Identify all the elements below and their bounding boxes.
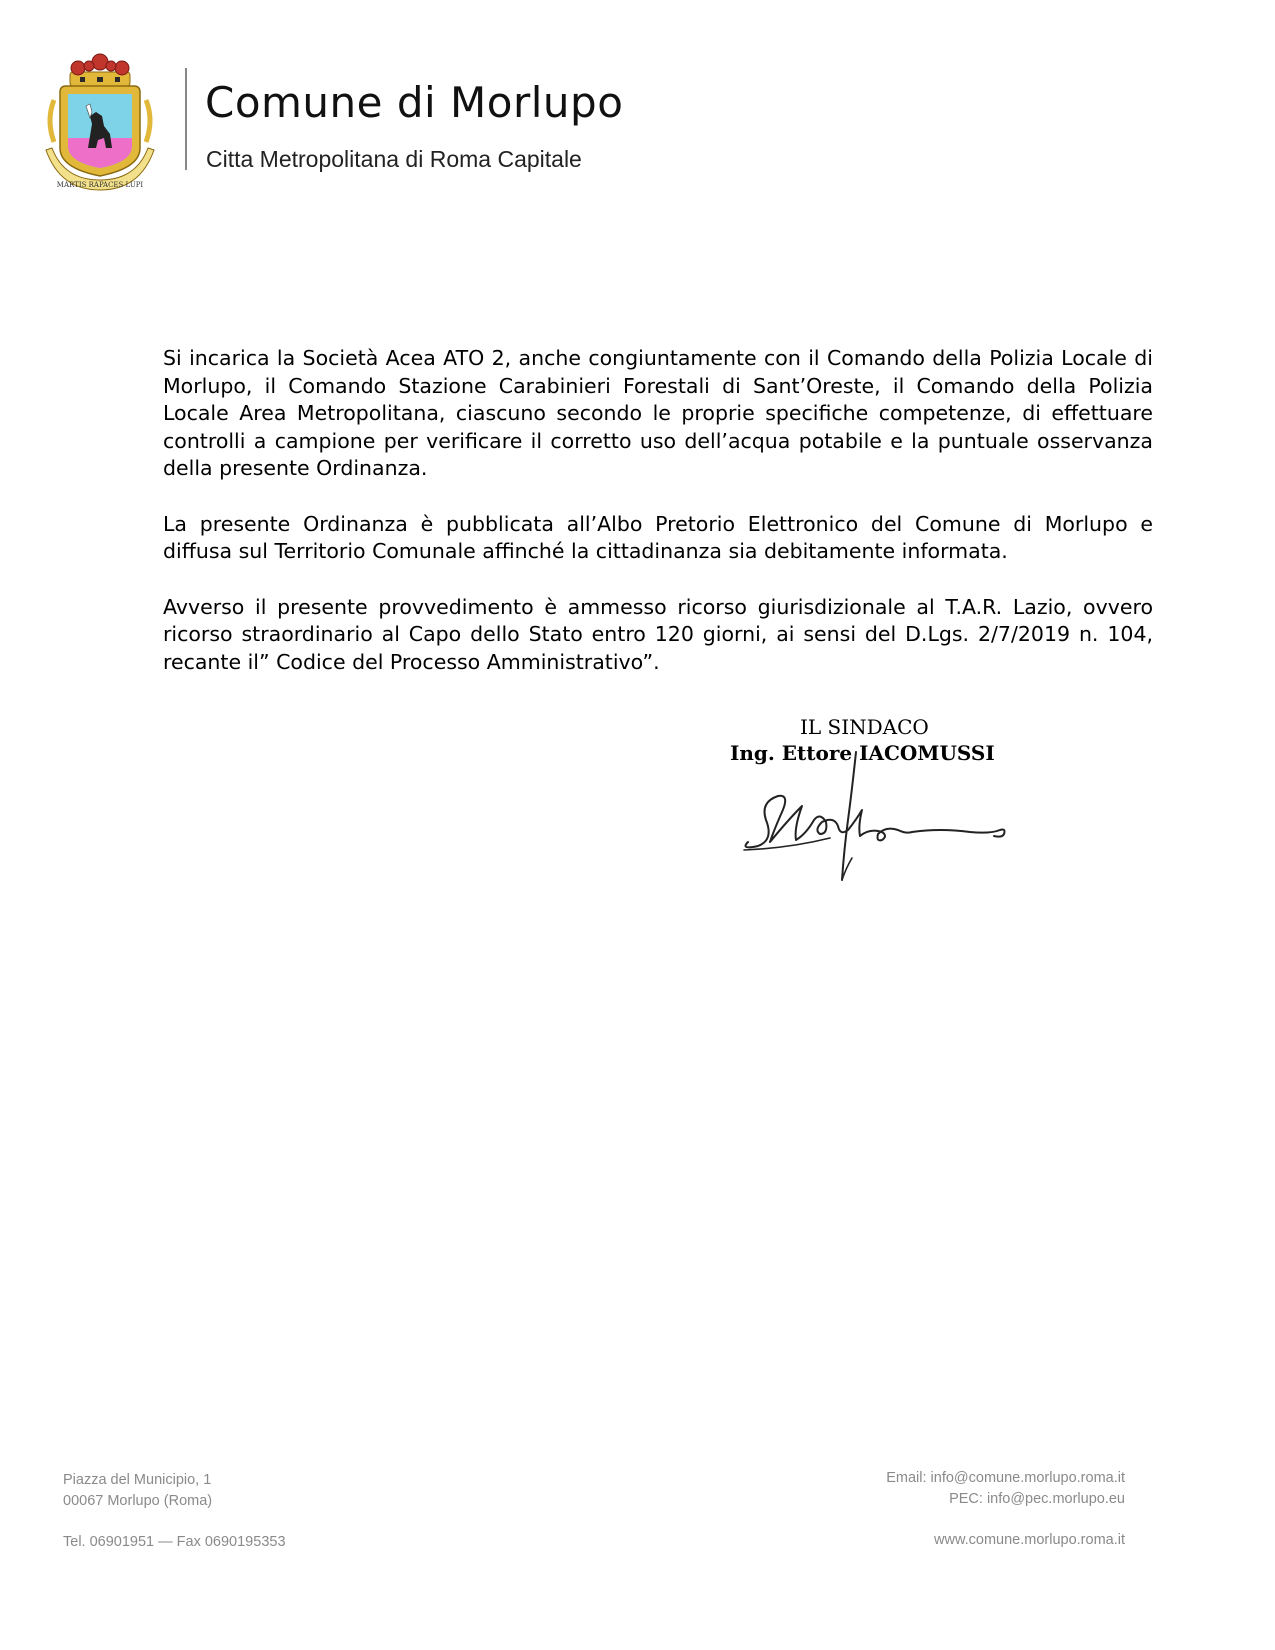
footer-address-line1: Piazza del Municipio, 1 bbox=[63, 1472, 212, 1488]
signatory-title: IL SINDACO bbox=[800, 715, 929, 739]
crest-motto: MARTIS RAPACES LUPI bbox=[56, 181, 144, 189]
footer-email: Email: info@comune.morlupo.roma.it bbox=[886, 1470, 1125, 1486]
document-body bbox=[163, 345, 1153, 704]
handwritten-signature-icon bbox=[730, 750, 1020, 885]
body-paragraph: La presente Ordinanza è pubblicata all’Albo Pretorio Elettronico del Comune di Morlupo e diffusa sul Territorio Comunale affinché la cittadinanza sia debitamente informata. bbox=[163, 511, 1153, 563]
organization-subtitle: Citta Metropolitana di Roma Capitale bbox=[206, 146, 582, 172]
footer-website: www.comune.morlupo.roma.it bbox=[934, 1532, 1125, 1548]
footer-pec: PEC: info@pec.morlupo.eu bbox=[949, 1491, 1125, 1507]
coat-of-arms-icon bbox=[40, 50, 160, 195]
body-paragraph: Si incarica la Società Acea ATO 2, anche congiuntamente con il Comando della Polizia Locale di Morlupo, il Comando Stazione Carabinieri Forestali di Sant’Oreste, il Comando della Polizia Locale Area Metropolitana, ciascuno secondo le proprie specifiche competenze, di effettuare controlli a campione per verificare il corretto uso dell’acqua potabile e la puntuale osservanza della presente Ordinanza. bbox=[163, 346, 1153, 480]
footer-contact-right bbox=[886, 1468, 1125, 1551]
footer-address-line2: 00067 Morlupo (Roma) bbox=[63, 1493, 213, 1509]
footer-phone-fax: Tel. 06901951 — Fax 0690195353 bbox=[63, 1534, 286, 1550]
footer-contact-left bbox=[63, 1470, 286, 1553]
signatory-name: Ing. Ettore IACOMUSSI bbox=[730, 741, 995, 765]
organization-name: Comune di Morlupo bbox=[205, 78, 624, 127]
body-paragraph: Avverso il presente provvedimento è ammesso ricorso giurisdizionale al T.A.R. Lazio, ovvero ricorso straordinario al Capo dello Stato entro 120 giorni, ai sensi del D.Lgs. 2/7/2019 n. 104, recante il” Codice del Processo Amministrativo”. bbox=[163, 594, 1153, 674]
header-divider bbox=[185, 68, 187, 170]
